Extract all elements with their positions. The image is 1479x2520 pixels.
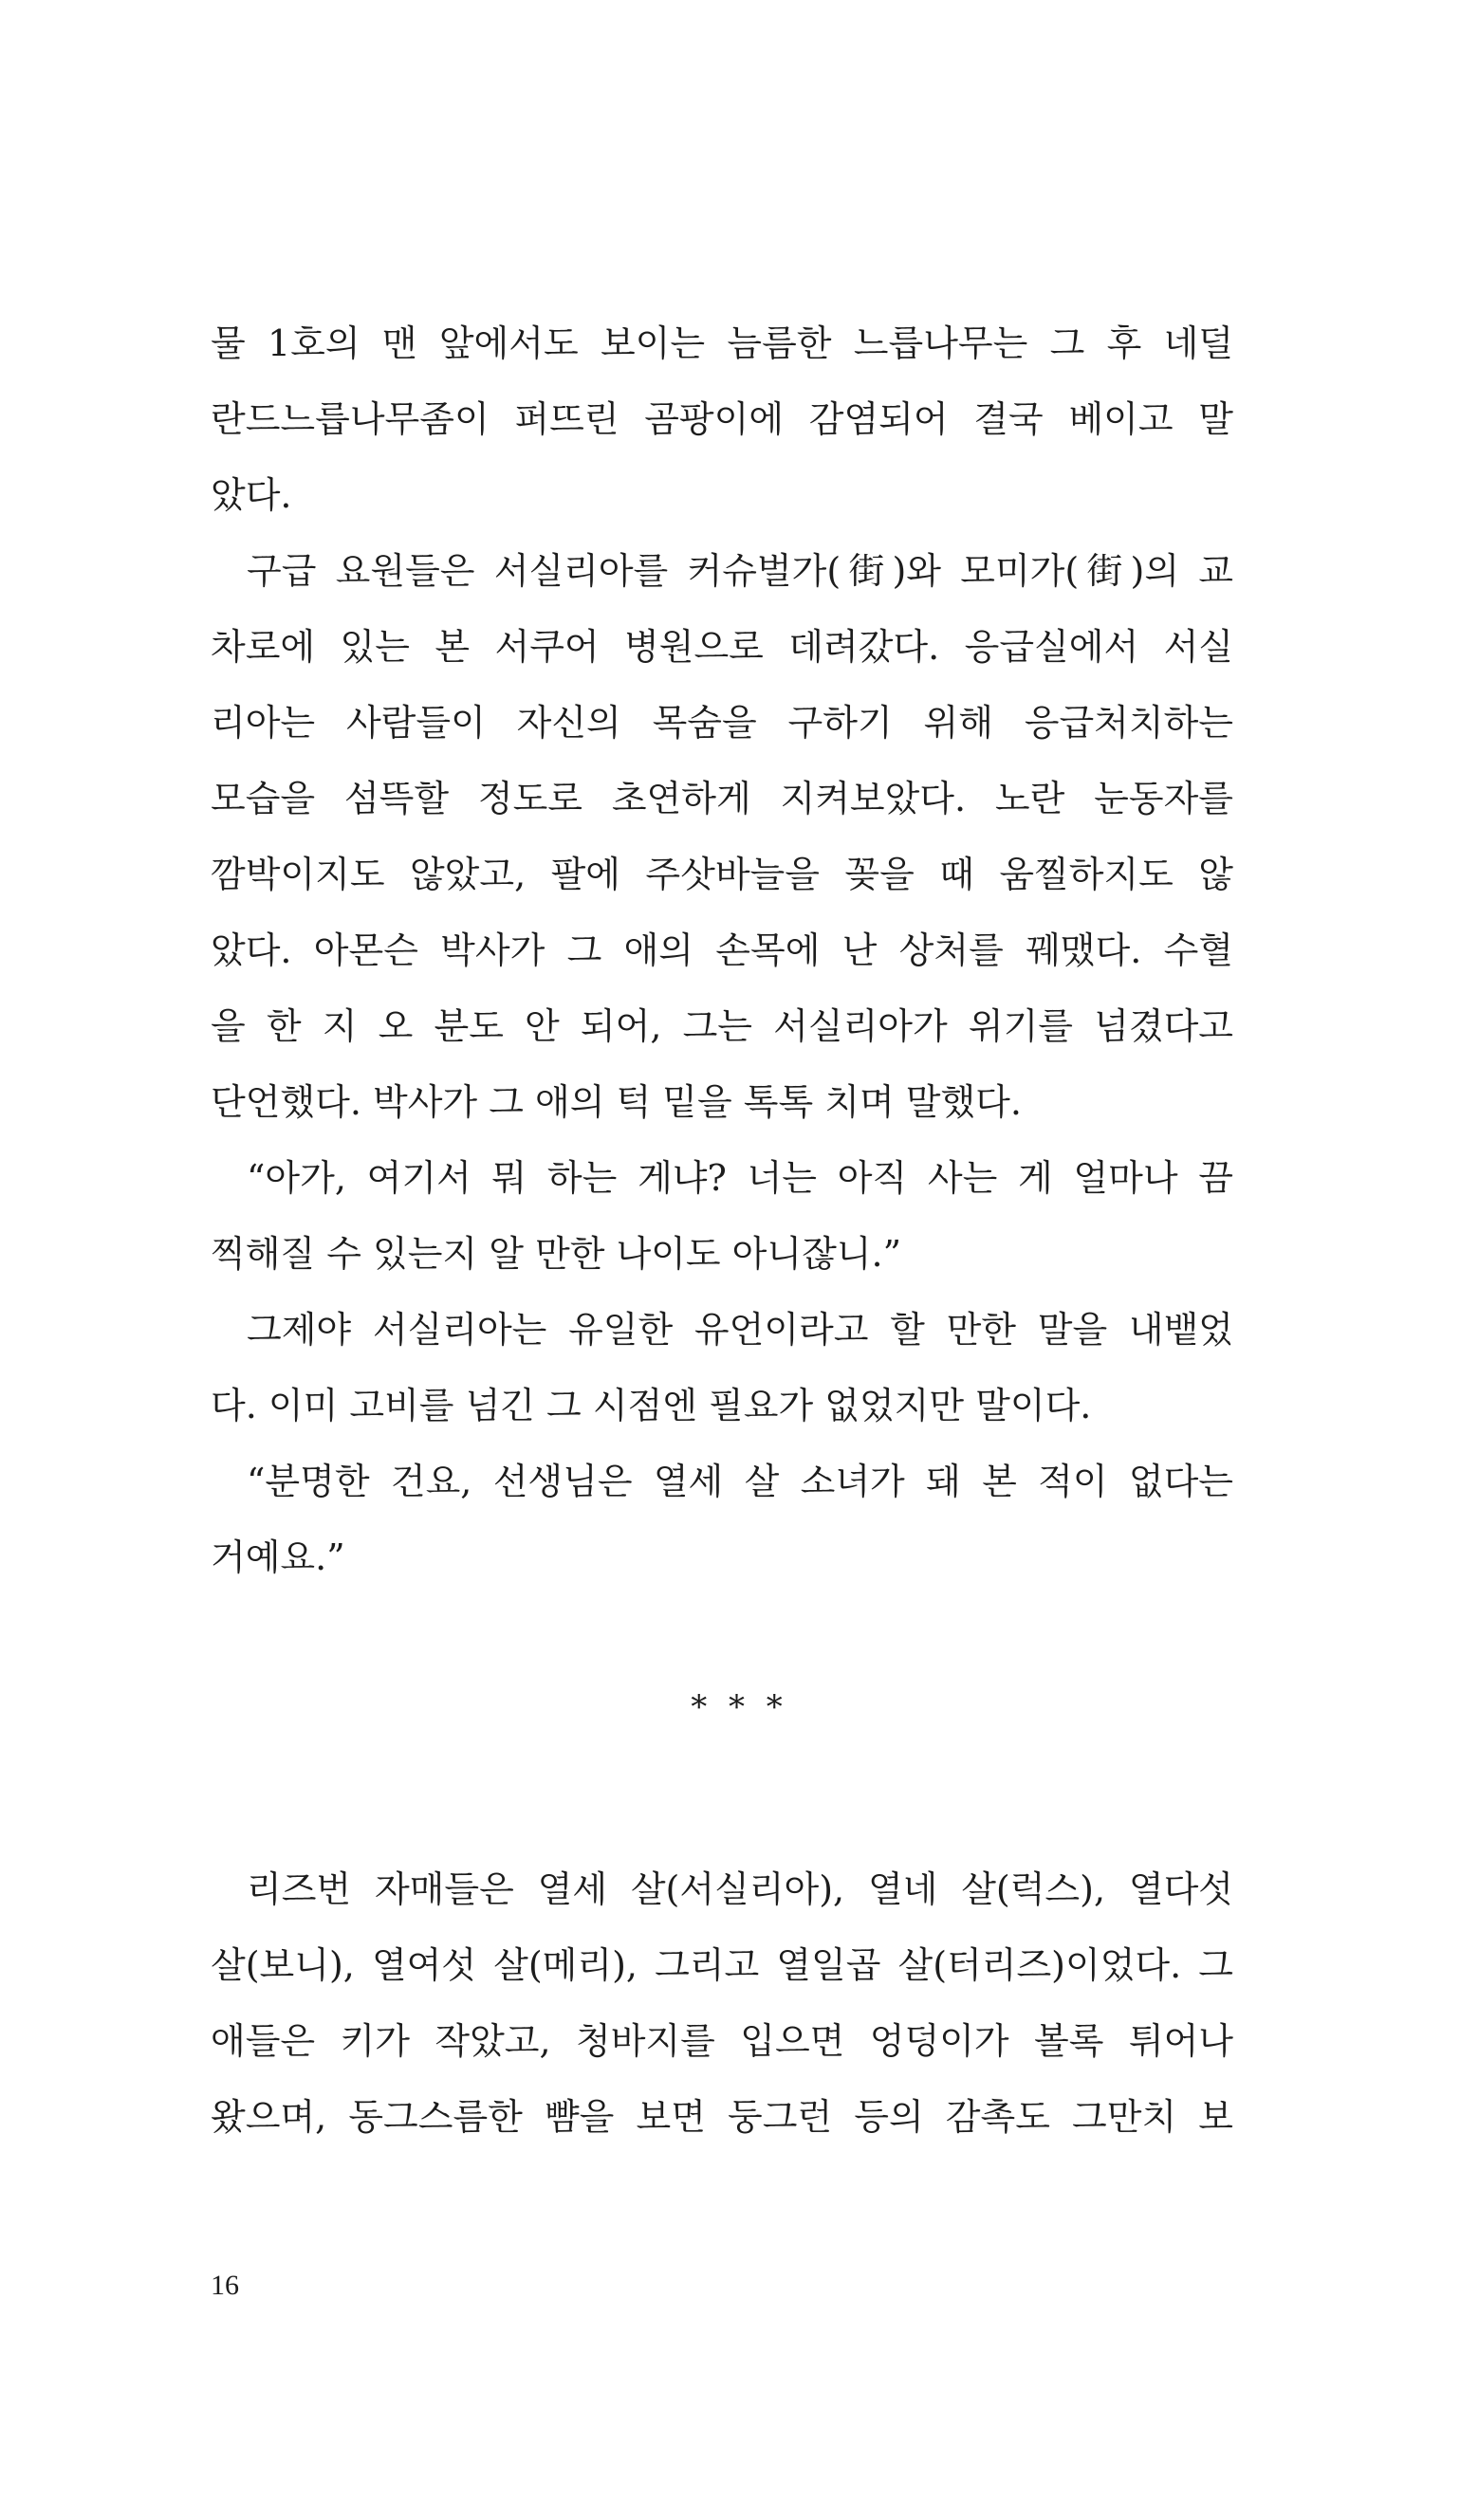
text-line: 왔으며, 동그스름한 뺨을 보면 둥그런 등의 감촉도 그만치 보	[211, 2096, 1233, 2138]
text-line: 단언했다. 박사가 그 애의 턱 밑을 톡톡 치며 말했다.	[211, 1081, 1022, 1123]
text-line: 다. 이미 고비를 넘긴 그 시점엔 필요가 없었지만 말이다.	[211, 1385, 1092, 1426]
text-line: 모습을 섬뜩할 정도로 초연하게 지켜보았다. 노란 눈동자를	[211, 778, 1233, 819]
section-break: * * *	[691, 1688, 788, 1726]
text-line: “분명한 건요, 선생님은 열세 살 소녀가 돼 본 적이 없다는	[247, 1461, 1233, 1502]
text-line: 을 한 지 오 분도 안 되어, 그는 서실리아가 위기를 넘겼다고	[211, 1005, 1233, 1047]
text-line: 찍해질 수 있는지 알 만한 나이도 아니잖니.”	[211, 1233, 902, 1275]
text-line: 애들은 키가 작았고, 청바지를 입으면 엉덩이가 볼록 튀어나	[211, 2020, 1233, 2062]
text-line: 깜박이지도 않았고, 팔에 주삿바늘을 꽂을 때 움찔하지도 않	[211, 854, 1233, 895]
text-line: 란드느릅나무좀이 퍼뜨린 곰팡이에 감염되어 결국 베이고 말	[211, 398, 1233, 440]
text-line: 거예요.”	[211, 1536, 345, 1578]
page-number: 16	[211, 2270, 239, 2301]
body-text-section-1	[211, 305, 1233, 1595]
text-line: 리즈번 자매들은 열세 살(서실리아), 열네 살(럭스), 열다섯	[247, 1868, 1233, 1910]
text-line: “아가, 여기서 뭐 하는 게냐? 너는 아직 사는 게 얼마나 끔	[247, 1157, 1233, 1199]
text-line: 그제야 서실리아는 유일한 유언이라고 할 만한 말을 내뱉었	[247, 1309, 1233, 1351]
text-line: 았다.	[211, 474, 292, 516]
text-line: 았다. 아몬슨 박사가 그 애의 손목에 난 상처를 꿰맸다. 수혈	[211, 929, 1233, 971]
text-line: 리아는 사람들이 자신의 목숨을 구하기 위해 응급처치하는	[211, 702, 1233, 744]
text-line: 물 1호의 맨 앞에서도 보이는 늠름한 느릅나무는 그 후 네덜	[211, 322, 1233, 364]
body-text-section-2	[211, 1851, 1233, 2155]
text-line: 차로에 있는 본 서쿠어 병원으로 데려갔다. 응급실에서 서실	[211, 626, 1233, 668]
text-line: 살(보니), 열여섯 살(메리), 그리고 열일곱 살(터리즈)이었다. 그	[211, 1944, 1233, 1986]
text-line: 구급 요원들은 서실리아를 커슈벌가(街)와 모미가(街)의 교	[247, 550, 1233, 592]
